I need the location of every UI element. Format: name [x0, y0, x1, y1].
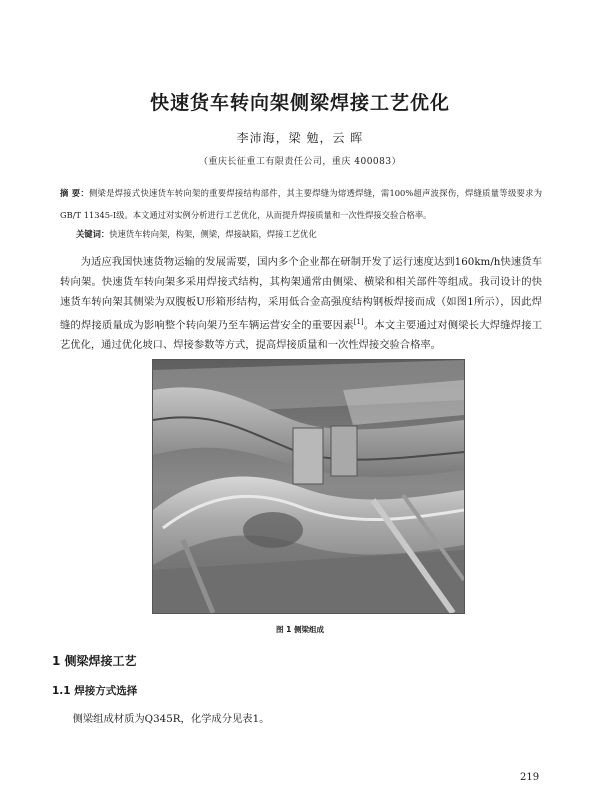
keywords-text: 快速货车转向架，构架，侧梁，焊接缺陷，焊接工艺优化	[109, 229, 317, 239]
paper-title: 快速货车转向架侧梁焊接工艺优化	[149, 92, 450, 114]
citation-ref: [1]	[353, 318, 364, 326]
side-beam-photo	[152, 359, 465, 614]
figure-caption: 图 1 侧梁组成	[276, 625, 324, 634]
section-heading: 1 侧梁焊接工艺	[52, 654, 137, 668]
authors: 李沛海，梁 勉，云 晖	[236, 131, 364, 145]
page-number: 219	[520, 772, 540, 783]
abstract-text: 侧梁是焊接式快速货车转向架的重要焊接结构部件，其主要焊缝为熔透焊缝，需100%超声波探伤，焊缝质量等级要求为GB/T 11345-Ⅰ级。本文通过对实例分析进行工艺优化，从而提升焊接质量和一次性焊接交验合格率。	[60, 188, 543, 220]
intro-paragraph	[60, 252, 542, 355]
side-beam-illustration	[153, 360, 464, 613]
intro-text: 为适应我国快速货物运输的发展需要，国内多个企业都在研制开发了运行速度达到160km/h快速货车转向架。快速货车转向架多采用焊接式结构，其构架通常由侧梁、横梁和相关部件等组成。我司设计的快速货车转向架其侧梁为双腹板U形箱形结构，采用低合金高强度结构钢板焊接而成（如图1所示），因此焊缝的焊接质量成为影响整个转向架乃至车辆运营安全的重要因素	[60, 256, 542, 332]
section-paragraph: 侧梁组成材质为Q345R，化学成分见表1。	[72, 713, 270, 725]
subsection-heading: 1.1 焊接方式选择	[52, 685, 138, 697]
affiliation: （重庆长征重工有限责任公司，重庆 400083）	[198, 157, 402, 167]
abstract-label: 摘 要：	[60, 188, 89, 198]
keywords	[76, 228, 546, 240]
intro-text-end: 。本文主要通过对侧梁长大焊缝焊接工艺优化，通过优化坡口、焊接参数等方式，提高焊接质量和一次性焊接交验合格率。	[60, 319, 543, 352]
abstract	[60, 182, 542, 226]
keywords-label: 关键词：	[76, 229, 110, 239]
